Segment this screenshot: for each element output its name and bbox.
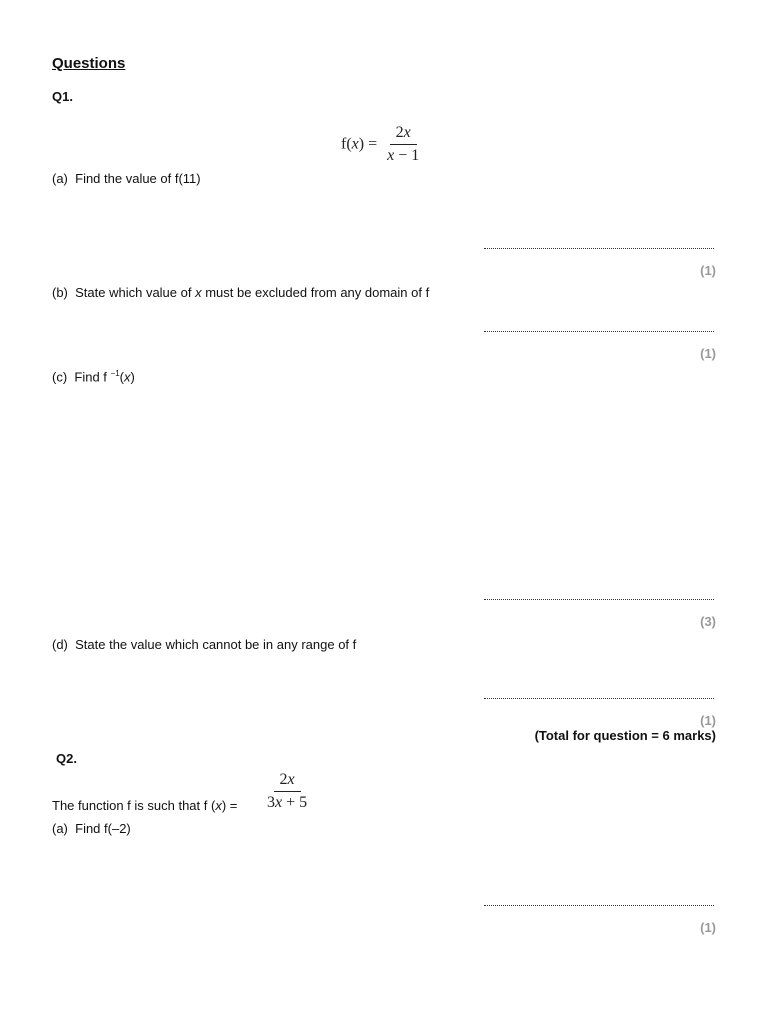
q1-part-b-answer-line[interactable]: [484, 331, 714, 332]
q2-part-a-answer-line[interactable]: [484, 905, 714, 906]
q1-part-b-mark: (1): [700, 346, 716, 361]
question-2-number: Q2.: [56, 751, 77, 766]
q1-part-c: (c) Find f $^{-1}$(x): [52, 369, 135, 385]
q1-part-d: (d) State the value which cannot be in any range of f: [52, 637, 357, 652]
q1-part-a-mark: (1): [700, 263, 716, 278]
q1-total-marks: (Total for question = 6 marks): [534, 728, 716, 743]
q1-part-d-answer-line[interactable]: [484, 698, 714, 699]
q1-part-a: (a) Find the value of f(11): [52, 171, 201, 186]
q1-formula: f(x) = $\frac{2x}{x - 1}$: [341, 124, 425, 165]
q2-formula-fraction: $\frac{2x}{3x + 5}$: [267, 771, 308, 811]
q2-part-a: (a) Find f(–2): [52, 821, 131, 836]
q1-formula-fraction: $\frac{2x}{x - 1}$: [387, 124, 420, 164]
q2-part-a-mark: (1): [700, 920, 716, 935]
q2-intro: The function f is such that f (x) =: [52, 798, 238, 813]
q1-part-a-answer-line[interactable]: [484, 248, 714, 249]
question-1-number: Q1.: [52, 89, 73, 104]
q1-part-c-answer-line[interactable]: [484, 599, 714, 600]
q1-part-d-mark: (1): [700, 713, 716, 728]
page-title: Questions: [52, 55, 126, 72]
q1-part-b: (b) State which value of x must be excluded from any domain of f: [52, 285, 430, 300]
q1-part-c-mark: (3): [700, 614, 716, 629]
